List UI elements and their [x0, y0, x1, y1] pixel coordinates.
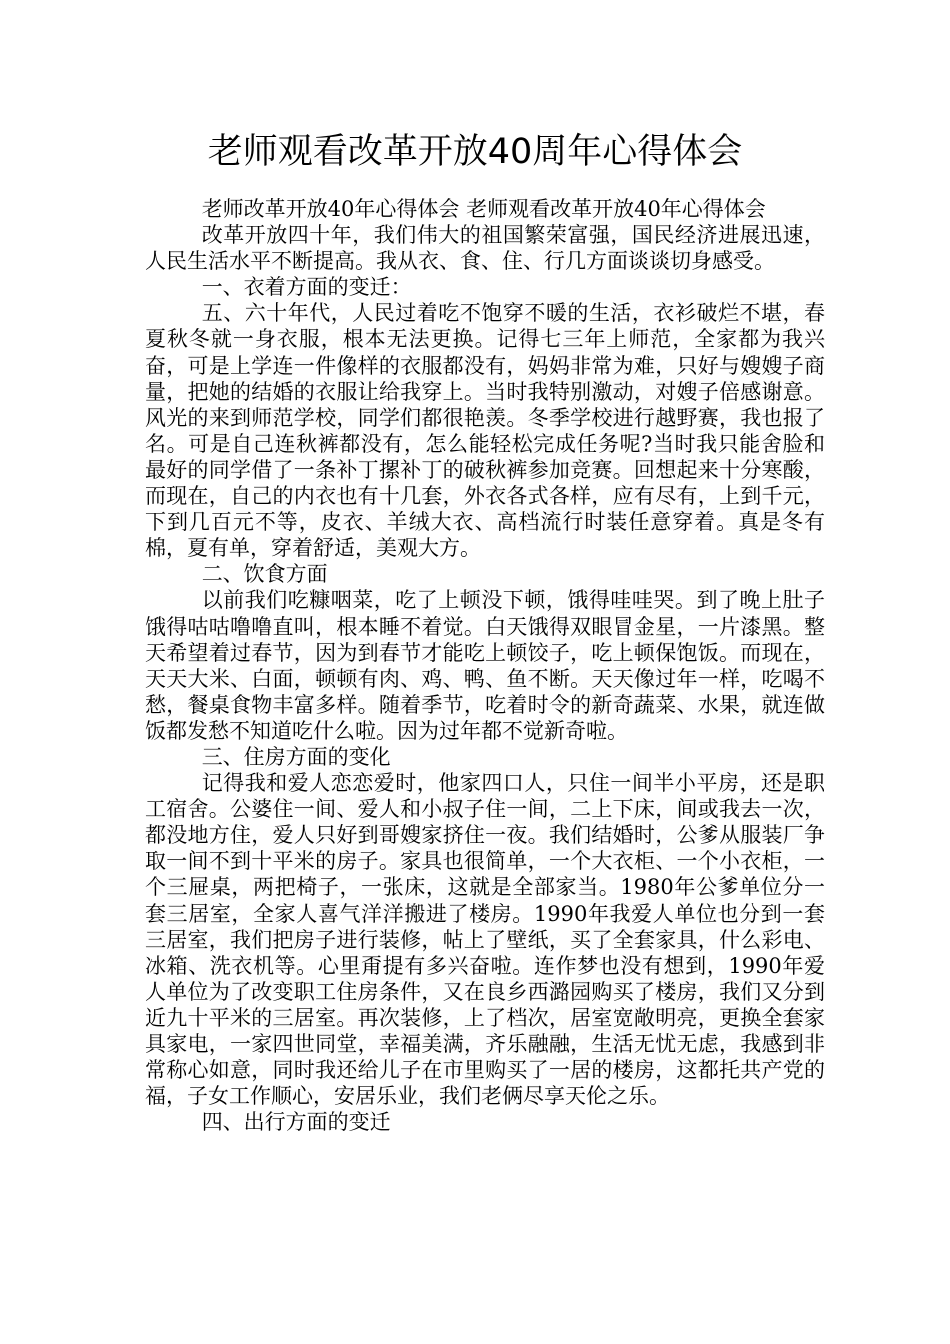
paragraph-intro: 改革开放四十年，我们伟大的祖国繁荣富强，国民经济进展迅速，人民生活水平不断提高。我从衣、食、住、行几方面谈谈切身感受。 — [145, 223, 825, 274]
paragraph-clothing: 五、六十年代，人民过着吃不饱穿不暖的生活，衣衫破烂不堪，春夏秋冬就一身衣服，根本无法更换。记得七三年上师范，全家都为我兴奋，可是上学连一件像样的衣服都没有，妈妈非常为难，只好与嫂嫂子商量，把她的结婚的衣服让给我穿上。当时我特别激动，对嫂子倍感谢意。风光的来到师范学校，同学们都很艳羡。冬季学校进行越野赛，我也报了名。可是自己连秋裤都没有，怎么能轻松完成任务呢?当时我只能舍脸和最好的同学借了一条补丁摞补丁的破秋裤参加竞赛。回想起来十分寒酸，而现在，自己的内衣也有十几套，外衣各式各样，应有尽有，上到千元，下到几百元不等，皮衣、羊绒大衣、高档流行时装任意穿着。真是冬有棉，夏有单，穿着舒适，美观大方。 — [145, 301, 825, 561]
paragraph-housing: 记得我和爱人恋恋爱时，他家四口人，只住一间半小平房，还是职工宿舍。公婆住一间、爱人和小叔子住一间，二上下床，间或我去一次，都没地方住，爱人只好到哥嫂家挤住一夜。我们结婚时，公爹从服装厂争取一间不到十平米的房子。家具也很简单，一个大衣柜、一个小衣柜，一个三屉桌，两把椅子，一张床，这就是全部家当。1980年公爹单位分一套三居室，全家人喜气洋洋搬进了楼房。1990年我爱人单位也分到一套三居室，我们把房子进行装修，帖上了壁纸，买了全套家具，什么彩电、冰箱、洗衣机等。心里甭提有多兴奋啦。连作梦也没有想到，1990年爱人单位为了改变职工住房条件，又在良乡西潞园购买了楼房，我们又分到近九十平米的三居室。再次装修，上了档次，居室宽敞明亮，更换全套家具家电，一家四世同堂，幸福美满，齐乐融融，生活无忧无虑，我感到非常称心如意，同时我还给儿子在市里购买了一居的楼房，这都托共产党的福，子女工作顺心，安居乐业，我们老俩尽享天伦之乐。 — [145, 771, 825, 1109]
section-heading-food: 二、饮食方面 — [201, 562, 328, 587]
section-heading-housing: 三、住房方面的变化 — [201, 744, 391, 769]
document-body — [145, 196, 825, 1135]
section-heading-travel: 四、出行方面的变迁 — [201, 1110, 391, 1135]
paragraph-food: 以前我们吃糠咽菜，吃了上顿没下顿，饿得哇哇哭。到了晚上肚子饿得咕咕噜噜直叫，根本睡不着觉。白天饿得双眼冒金星，一片漆黑。整天希望着过春节，因为到春节才能吃上顿饺子，吃上顿保饱饭。而现在，天天大米、白面，顿顿有肉、鸡、鸭、鱼不断。天天像过年一样，吃喝不愁，餐桌食物丰富多样。随着季节，吃着时令的新奇蔬菜、水果，就连做饭都发愁不知道吃什么啦。因为过年都不觉新奇啦。 — [145, 588, 825, 743]
document-title: 老师观看改革开放40周年心得体会 — [207, 132, 743, 172]
section-heading-clothing: 一、衣着方面的变迁： — [201, 275, 412, 300]
paragraph-subtitle: 老师改革开放40年心得体会 老师观看改革开放40年心得体会 — [201, 197, 766, 221]
